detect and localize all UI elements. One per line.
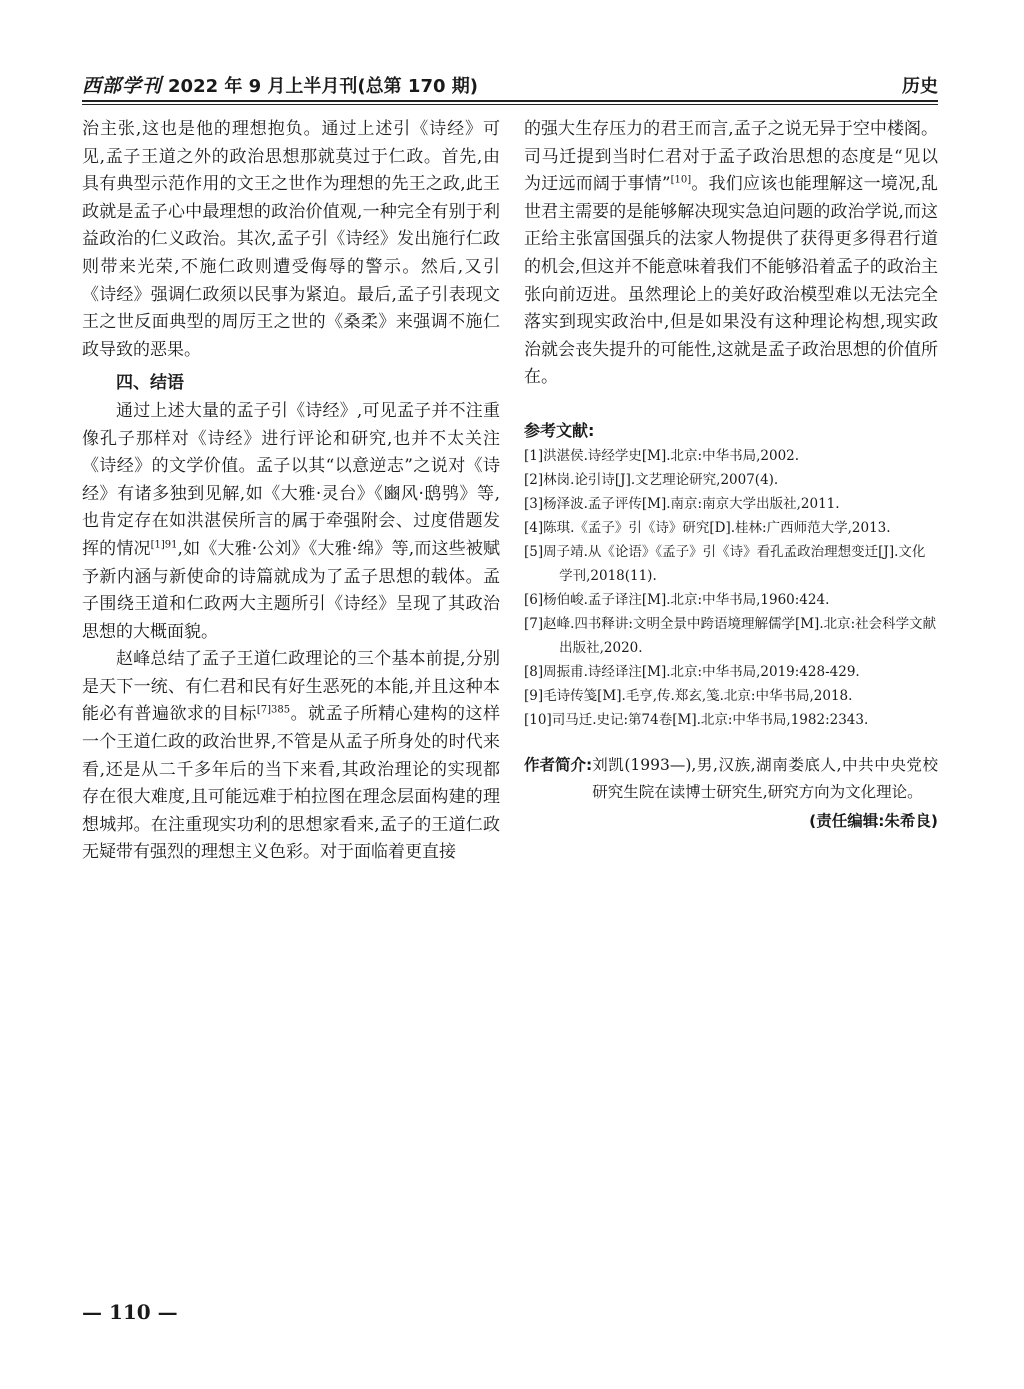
- reference-item: [5]周子靖.从《论语》《孟子》引《诗》看孔孟政治理想变迁[J].文化学刊,2018(11).: [524, 543, 926, 584]
- paragraph-text: 赵峰总结了孟子王道仁政理论的三个基本前提,分别是天下一统、有仁君和民有好生恶死的本能,并且这种本能必有普遍欲求的目标: [82, 649, 500, 725]
- issue-info: 2022 年 9 月上半月刊(总第 170 期): [168, 76, 478, 97]
- header-rule-thin: [82, 104, 938, 105]
- paragraph: [82, 646, 500, 867]
- section-label: 历史: [902, 76, 938, 97]
- running-header: [82, 72, 938, 98]
- reference-item: [1]洪湛侯.诗经学史[M].北京:中华书局,2002.: [524, 447, 800, 464]
- reference-item: [8]周振甫.诗经译注[M].北京:中华书局,2019:428-429.: [524, 663, 860, 680]
- citation: [10]: [670, 174, 692, 186]
- author-text: 刘凯(1993—),男,汉族,湖南娄底人,中共中央党校研究生院在读博士研究生,研究方向为文化理论。: [592, 755, 938, 801]
- reference-item: [6]杨伯峻.孟子译注[M].北京:中华书局,1960:424.: [524, 591, 830, 608]
- reference-item: [2]林岗.论引诗[J].文艺理论研究,2007(4).: [524, 471, 779, 488]
- paragraph: [82, 398, 500, 646]
- reference-item: [9]毛诗传笺[M].毛亨,传.郑玄,笺.北京:中华书局,2018.: [524, 687, 853, 704]
- references-list: [524, 444, 938, 732]
- paragraph-continued: [524, 116, 938, 392]
- author-bio: [524, 752, 938, 806]
- paragraph-text: 。就孟子所精心建构的这样一个王道仁政的政治世界,不管是从孟子所身处的时代来看,还是从二千多年后的当下来看,其政治理论的实现都存在很大难度,且可能远难于柏拉图在理念层面构建的理想城邦。在注重现实功利的思想家看来,孟子的王道仁政无疑带有强烈的理想主义色彩。对于面临着更直接: [82, 704, 501, 863]
- journal-logo: 西部学刊: [82, 75, 163, 97]
- reference-item: [3]杨泽波.孟子评传[M].南京:南京大学出版社,2011.: [524, 495, 840, 512]
- citation: [1]91: [150, 539, 178, 551]
- paragraph-text: 通过上述大量的孟子引《诗经》,可见孟子并不注重像孔子那样对《诗经》进行评论和研究,也并不太关注《诗经》的文学价值。孟子以其“以意逆志”之说对《诗经》有诸多独到见解,如《大雅·灵台》《豳风·鸱鸮》等,也肯定存在如洪湛侯所言的属于牵强附会、过度借题发挥的情况: [82, 400, 500, 559]
- responsible-editor: (责任编辑:朱希良): [809, 811, 938, 830]
- paragraph-continued: 治主张,这也是他的理想抱负。通过上述引《诗经》可见,孟子王道之外的政治思想那就莫过于仁政。首先,由具有典型示范作用的文王之世作为理想的先王之政,此王政就是孟子心中最理想的政治价值观,一种完全有别于利益政治的仁义政治。其次,孟子引《诗经》发出施行仁政则带来光荣,不施仁政则遭受侮辱的警示。然后,又引《诗经》强调仁政须以民事为紧迫。最后,孟子引表现文王之世反面典型的周厉王之世的《桑柔》来强调不施仁政导致的恶果。: [82, 119, 500, 360]
- reference-item: [4]陈琪.《孟子》引《诗》研究[D].桂林:广西师范大学,2013.: [524, 519, 891, 536]
- reference-item: [10]司马迁.史记:第74卷[M].北京:中华书局,1982:2343.: [524, 711, 869, 728]
- paragraph-text: 的强大生存压力的君王而言,孟子之说无异于空中楼阁。司马迁提到当时仁君对于孟子政治思想的态度是“见以为迂远而阔于事情”: [524, 119, 938, 195]
- reference-item: [7]赵峰.四书释讲:文明全景中跨语境理解儒学[M].北京:社会科学文献出版社,2020.: [524, 615, 937, 656]
- section-heading: 四、结语: [116, 373, 184, 394]
- references-title: 参考文献:: [524, 420, 595, 440]
- page-number: — 110 —: [82, 1300, 178, 1324]
- citation: [7]385: [256, 704, 291, 716]
- author-label: 作者简介:: [524, 755, 593, 774]
- paragraph-text: ,如《大雅·公刘》《大雅·绵》等,而这些被赋予新内涵与新使命的诗篇就成为了孟子思想的载体。孟子围绕王道和仁政两大主题所引《诗经》呈现了其政治思想的大概面貌。: [82, 538, 500, 642]
- right-column: [524, 116, 938, 834]
- header-rule-thick: [82, 100, 938, 102]
- left-column: [82, 116, 500, 867]
- paragraph-text: 。我们应该也能理解这一境况,乱世君主需要的是能够解决现实急迫问题的政治学说,而这正给主张富国强兵的法家人物提供了获得更多得君行道的机会,但这并不能意味着我们不能够沿着孟子的政治主张向前迈进。虽然理论上的美好政治模型难以无法完全落实到现实政治中,但是如果没有这种理论构想,现实政治就会丧失提升的可能性,这就是孟子政治思想的价值所在。: [524, 174, 938, 388]
- header-left: [82, 71, 478, 98]
